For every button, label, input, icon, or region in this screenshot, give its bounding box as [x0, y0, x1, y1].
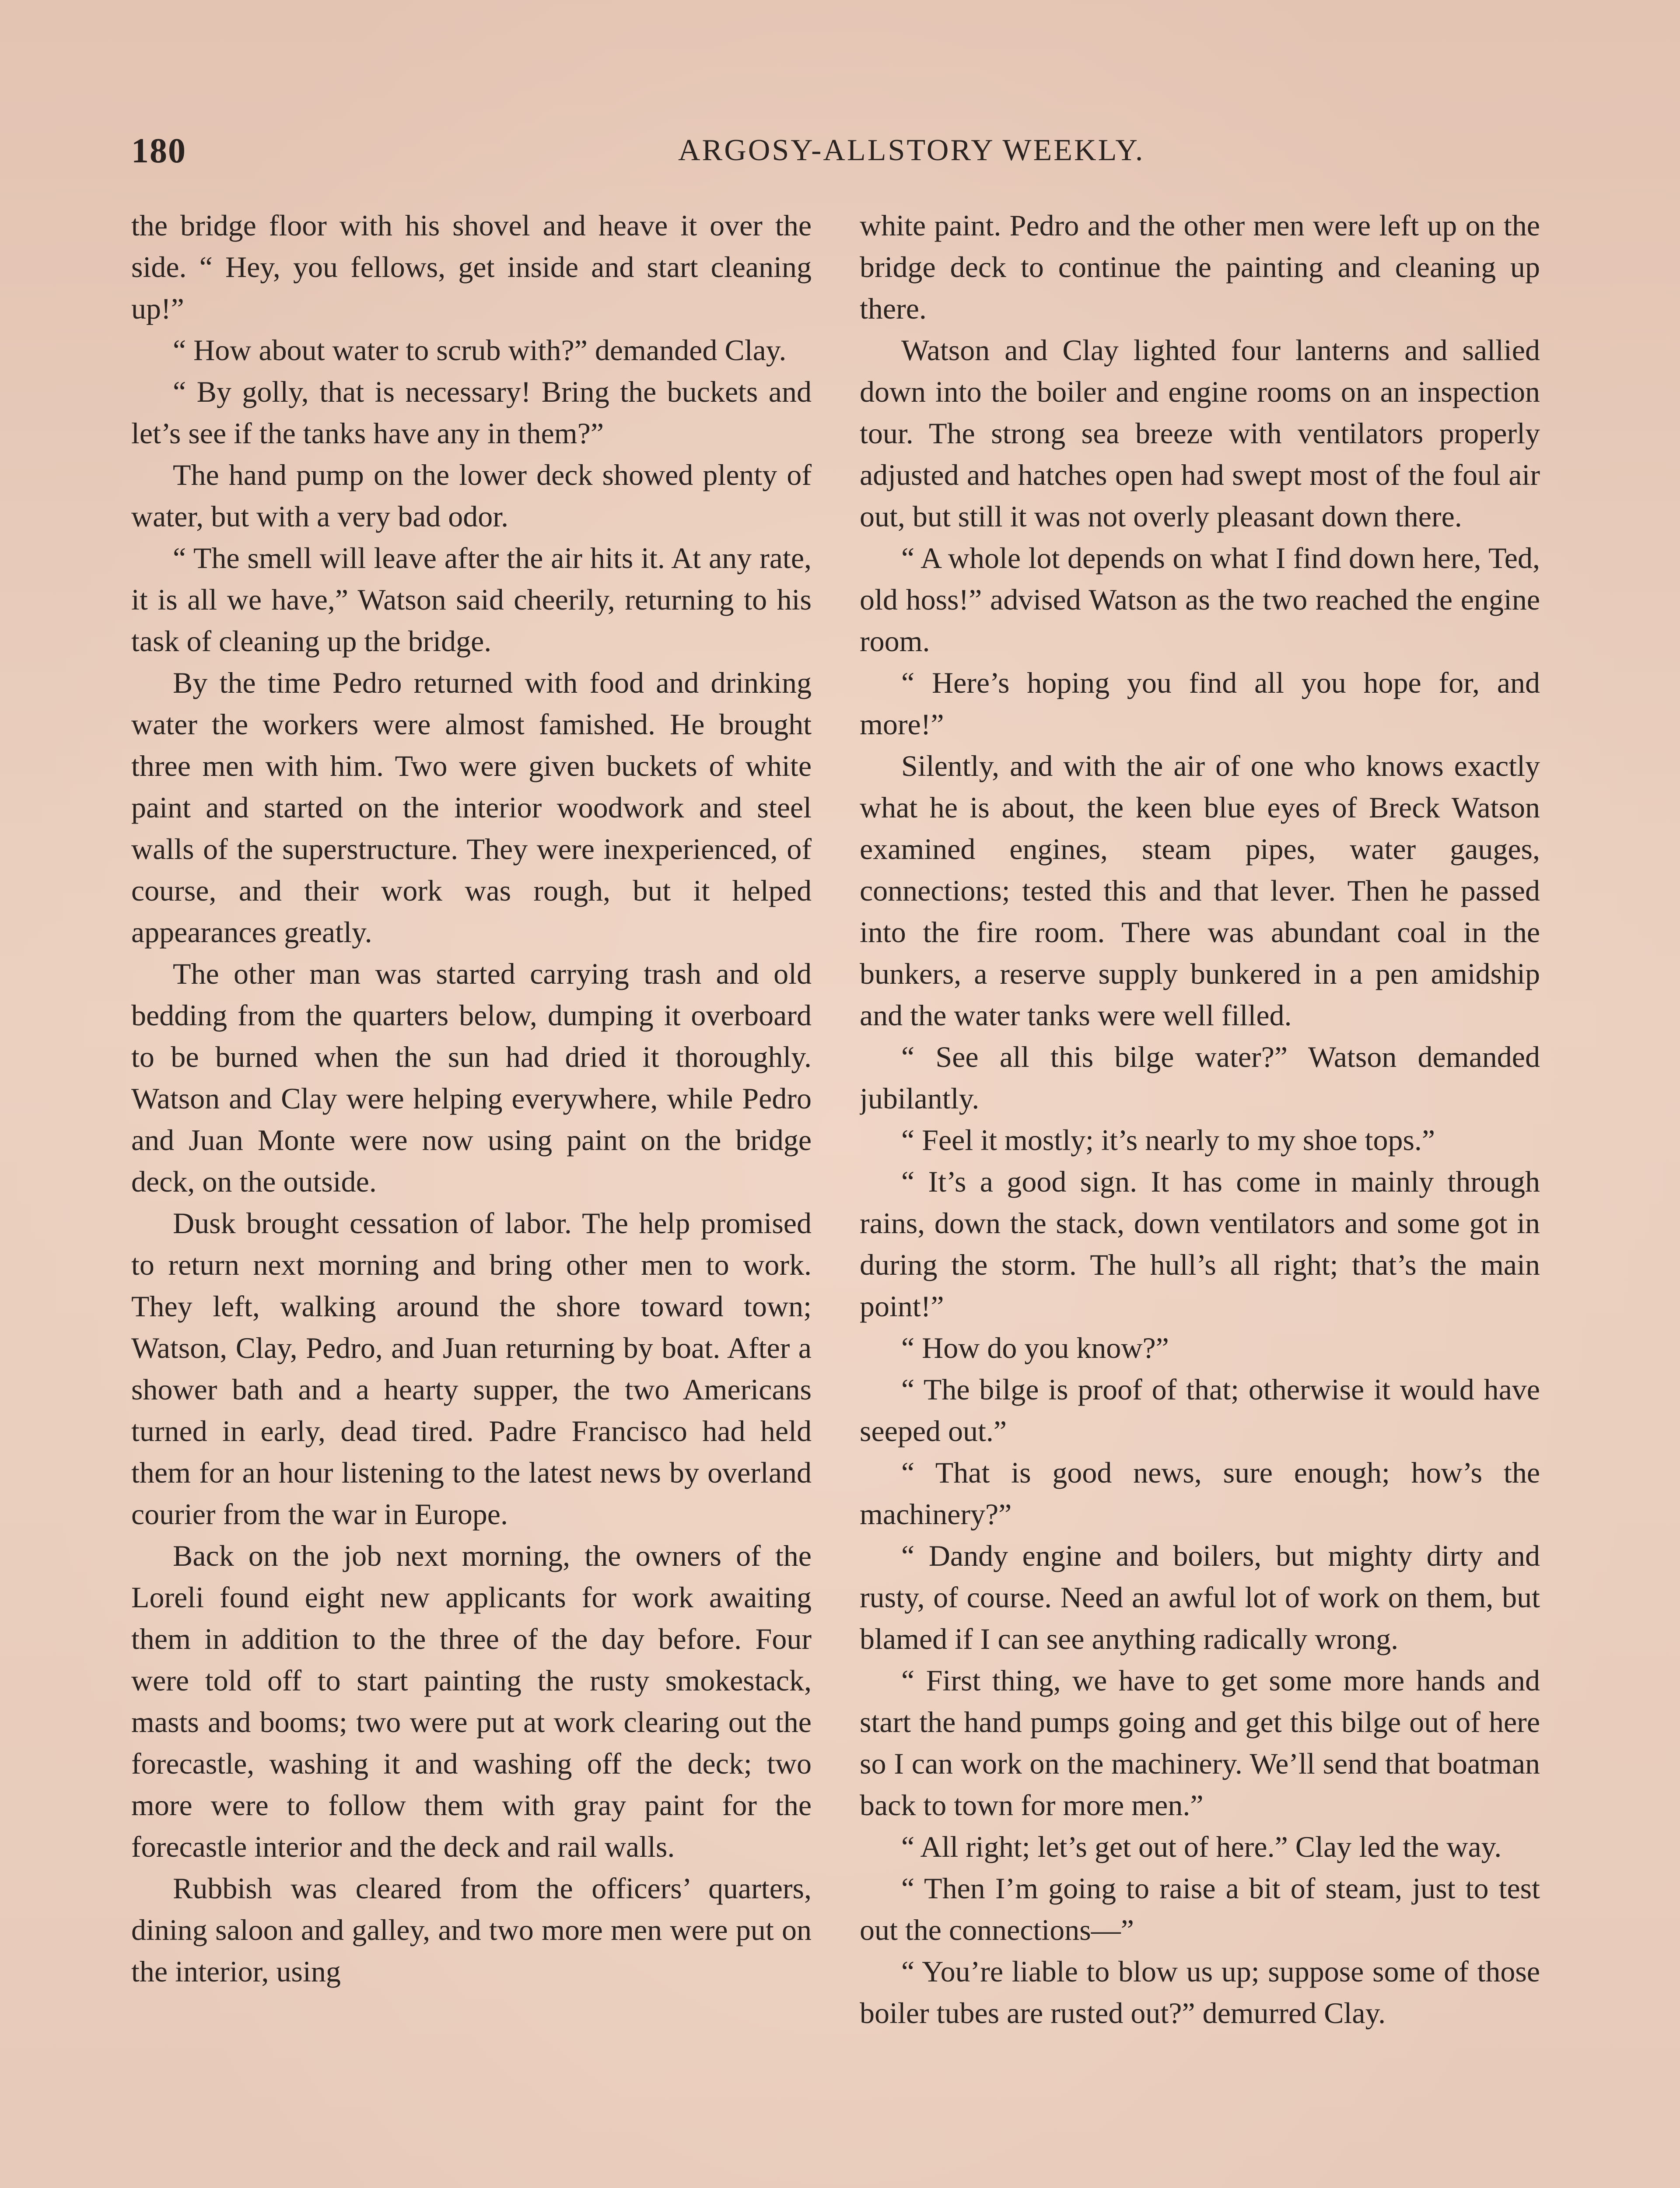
paragraph: “ That is good news, sure enough; how’s the machinery?”	[860, 1456, 1540, 1531]
paragraph: “ All right; let’s get out of here.” Clay led the way.	[901, 1830, 1502, 1863]
text-columns	[131, 205, 1540, 2188]
paragraph: Watson and Clay lighted four lanterns and sallied down into the boiler and engine rooms on an inspection tour. The strong sea breeze with ventilators properly adjusted and hatches open had swept most of the foul air out, but still it was not overly pleasant down there.	[860, 333, 1540, 533]
paragraph: The hand pump on the lower deck showed plenty of water, but with a very bad odor.	[131, 458, 812, 533]
paragraph: “ By golly, that is necessary! Bring the buckets and let’s see if the tanks have any in them?”	[131, 375, 812, 450]
paragraph: “ It’s a good sign. It has come in mainly through rains, down the stack, down ventilators and some got in during the storm. The hull’s all right; that’s the main point!”	[860, 1165, 1540, 1323]
paragraph: “ How do you know?”	[901, 1331, 1169, 1364]
paragraph: “ First thing, we have to get some more hands and start the hand pumps going and get this bilge out of here so I can work on the machinery. We’ll send that boatman back to town for more men.”	[860, 1664, 1540, 1822]
paragraph: the bridge floor with his shovel and heave it over the side. “ Hey, you fellows, get inside and start cleaning up!”	[131, 209, 812, 325]
paragraph: “ A whole lot depends on what I find down here, Ted, old hoss!” advised Watson as the two reached the engine room.	[860, 541, 1540, 658]
left-column	[131, 205, 812, 2188]
paragraph: The other man was started carrying trash and old bedding from the quarters below, dumping it overboard to be burned when the sun had dried it thoroughly. Watson and Clay were helping everywhere, while Pedro and Juan Monte were now using paint on the bridge deck, on the outside.	[131, 957, 812, 1198]
paragraph: Dusk brought cessation of labor. The help promised to return next morning and bring other men to work. They left, walking around the shore toward town; Watson, Clay, Pedro, and Juan returning by boat. After a shower bath and a hearty supper, the two Americans turned in early, dead tired. Padre Francisco had held them for an hour listening to the latest news by overland courier from the war in Europe.	[131, 1206, 812, 1531]
paragraph: “ How about water to scrub with?” demanded Clay.	[173, 333, 787, 367]
paragraph: “ You’re liable to blow us up; suppose some of those boiler tubes are rusted out?” demurred Clay.	[860, 1955, 1540, 2030]
paragraph: Silently, and with the air of one who knows exactly what he is about, the keen blue eyes of Breck Watson examined engines, steam pipes, water gauges, connections; tested this and that lever. Then he passed into the fire room. There was abundant coal in the bunkers, a reserve supply bunkered in a pen amidship and the water tanks were well filled.	[860, 749, 1540, 1032]
running-head: ARGOSY-ALLSTORY WEEKLY.	[678, 133, 1145, 167]
paragraph: By the time Pedro returned with food and drinking water the workers were almost famished. He brought three men with him. Two were given buckets of white paint and started on the interior woodwork and steel walls of the superstructure. They were inexperienced, of course, and their work was rough, but it helped appearances greatly.	[131, 666, 812, 949]
paragraph: “ Dandy engine and boilers, but mighty dirty and rusty, of course. Need an awful lot of work on them, but blamed if I can see anything radically wrong.	[860, 1539, 1540, 1655]
paragraph: Back on the job next morning, the owners of the Loreli found eight new applicants for work awaiting them in addition to the three of the day before. Four were told off to start painting the rusty smokestack, masts and booms; two were put at work clearing out the forecastle, washing it and washing off the deck; two more were to follow them with gray paint for the forecastle interior and the deck and rail walls.	[131, 1539, 812, 1863]
paragraph: white paint. Pedro and the other men were left up on the bridge deck to continue the painting and cleaning up there.	[860, 209, 1540, 325]
paragraph: “ Feel it mostly; it’s nearly to my shoe tops.”	[901, 1123, 1435, 1157]
page-number: 180	[131, 132, 186, 170]
paragraph: “ Then I’m going to raise a bit of steam, just to test out the connections—”	[860, 1872, 1540, 1946]
page-header	[131, 131, 1575, 179]
paragraph: “ Here’s hoping you find all you hope for, and more!”	[860, 666, 1540, 741]
right-column	[860, 205, 1540, 2188]
paragraph: “ The smell will leave after the air hits it. At any rate, it is all we have,” Watson said cheerily, returning to his task of cleaning up the bridge.	[131, 541, 812, 658]
paragraph: Rubbish was cleared from the officers’ quarters, dining saloon and galley, and two more men were put on the interior, using	[131, 1872, 812, 1988]
paragraph: “ The bilge is proof of that; otherwise it would have seeped out.”	[860, 1373, 1540, 1448]
paragraph: “ See all this bilge water?” Watson demanded jubilantly.	[860, 1040, 1540, 1115]
